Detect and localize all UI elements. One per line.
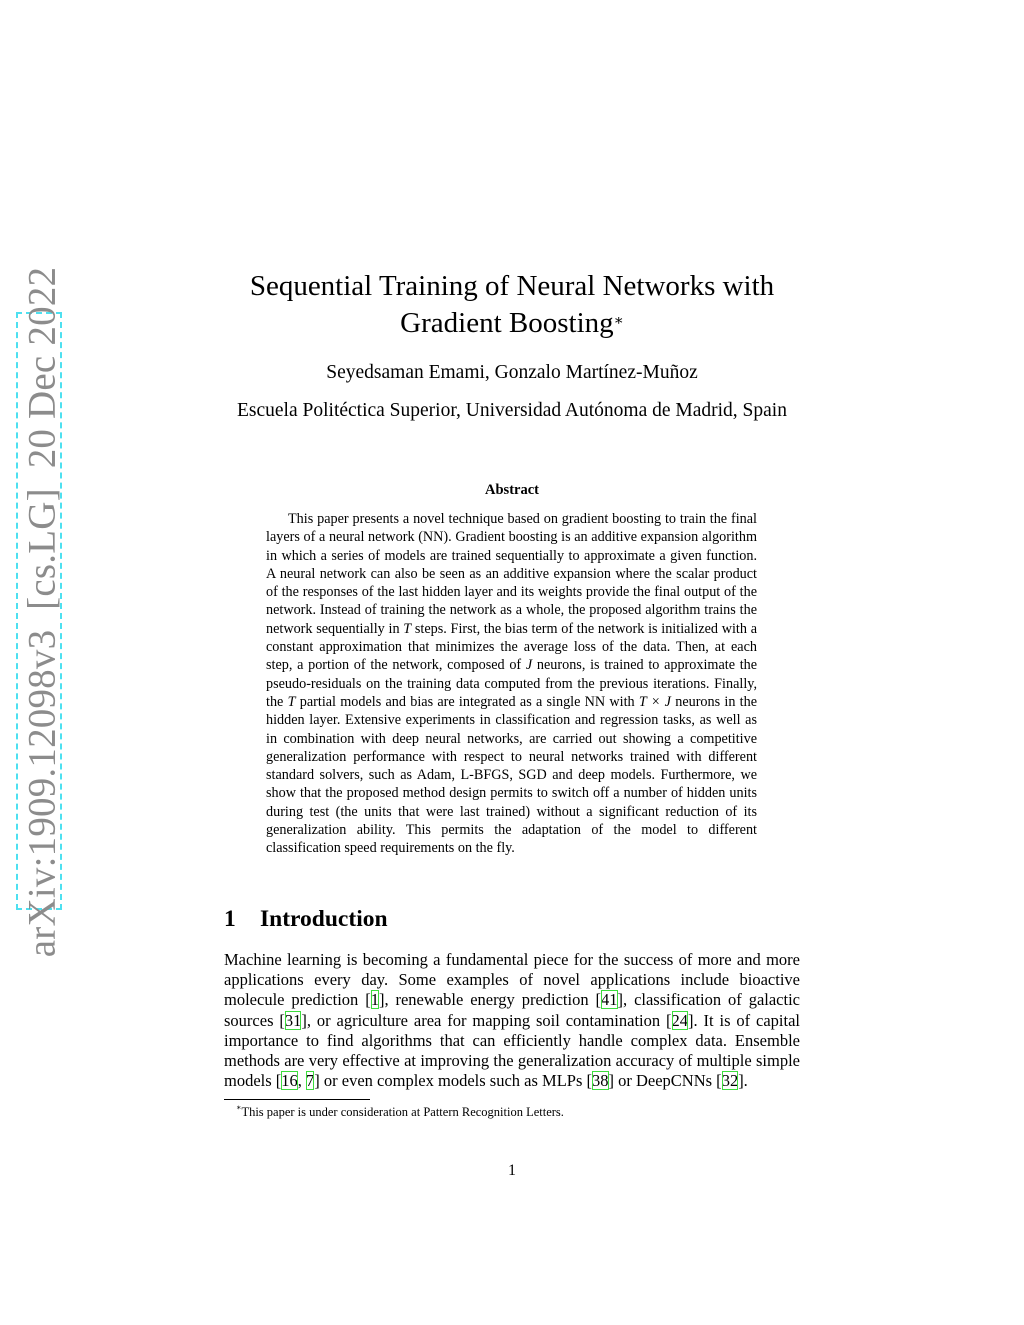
affiliation: Escuela Politéctica Superior, Universidad Autónoma de Madrid, Spain [237,400,787,421]
abstract-heading: Abstract [485,482,539,498]
arxiv-category: [cs.LG] [20,488,64,610]
citation-link[interactable]: 38 [592,1071,609,1091]
citation-link[interactable]: 32 [721,1071,739,1091]
title-footnote-mark[interactable]: ∗ [613,313,624,329]
title-line-2: Gradient Boosting∗ [400,307,624,339]
title-line-1: Sequential Training of Neural Networks with [249,270,775,302]
section-heading [224,906,388,933]
abstract-body: This paper presents a novel technique based on gradient boosting to train the final layers of a neural network (NN). Gradient boosting is an additive expansion algorithm in which a series of models are trained sequentially to approximate a given function. A neural network can also be seen as an additive expansion where the scalar product of the responses of the last hidden layer and its weights provide the final output of the network. Instead of training the network as a whole, the proposed algorithm trains the network sequentially in T steps. First, the bias term of the network is initialized with a constant approximation that minimizes the average loss of the data. Then, at each step, a portion of the network, composed of J neurons, is trained to approximate the pseudo-residuals on the training data computed from the previous iterations. Finally, the T partial models and bias are integrated as a single NN with T × J neurons in the hidden layer. Extensive experiments in classification and regression tasks, as well as in combination with deep neural networks, are carried out showing a competitive generalization performance with respect to neural networks trained with different standard solvers, such as Adam, L-BFGS, SGD and deep models. Furthermore, we show that the proposed method design permits to switch off a number of hidden units during test (the units that were last trained) without a significant reduction of its generalization ability. This permits the adaptation of the model to different classification speed requirements on the fly. [266,511,758,857]
citation-link[interactable]: 1 [370,990,379,1010]
citation-link[interactable]: 31 [284,1010,302,1030]
math-var-t: T [287,693,296,710]
math-expr-t-times-j: T × J [638,693,671,710]
footnote-text: This paper is under consideration at Pattern Recognition Letters. [241,1105,564,1120]
author-list: Seyedsaman Emami, Gonzalo Martínez-Muñoz [326,362,698,383]
footnote-divider [224,1099,370,1100]
arxiv-date: 20 Dec 2022 [20,266,64,469]
citation-link[interactable]: 7 [306,1071,315,1091]
arxiv-sidebar-stamp [14,266,70,958]
math-var-j: J [525,657,533,674]
section-number: 1 [224,906,236,932]
citation-link[interactable]: 24 [671,1010,689,1030]
arxiv-stamp-text [20,267,65,957]
footnote-mark: ∗ [236,1103,242,1112]
section-title: Introduction [260,906,388,932]
paper-title [200,268,824,342]
citation-link[interactable]: 16 [281,1071,298,1091]
arxiv-id[interactable]: arXiv:1909.12098v3 [20,629,64,958]
page-number: 1 [508,1162,516,1179]
footnote [236,1104,564,1120]
intro-paragraph: Machine learning is becoming a fundamental piece for the success of more and more applications every day. Some examples of novel applications include bioactive molecule prediction [1], renewable energy prediction [41], classification of galactic sources [31], or agriculture area for mapping soil contamination [24]. It is of capital importance to find algorithms that can efficiently handle complex data. Ensemble methods are very effective at improving the generalization accuracy of multiple simple models [16, 7] or even complex models such as MLPs [38] or DeepCNNs [32]. [224,950,801,1091]
math-var-t: T [403,620,412,637]
citation-link[interactable]: 41 [601,990,618,1010]
